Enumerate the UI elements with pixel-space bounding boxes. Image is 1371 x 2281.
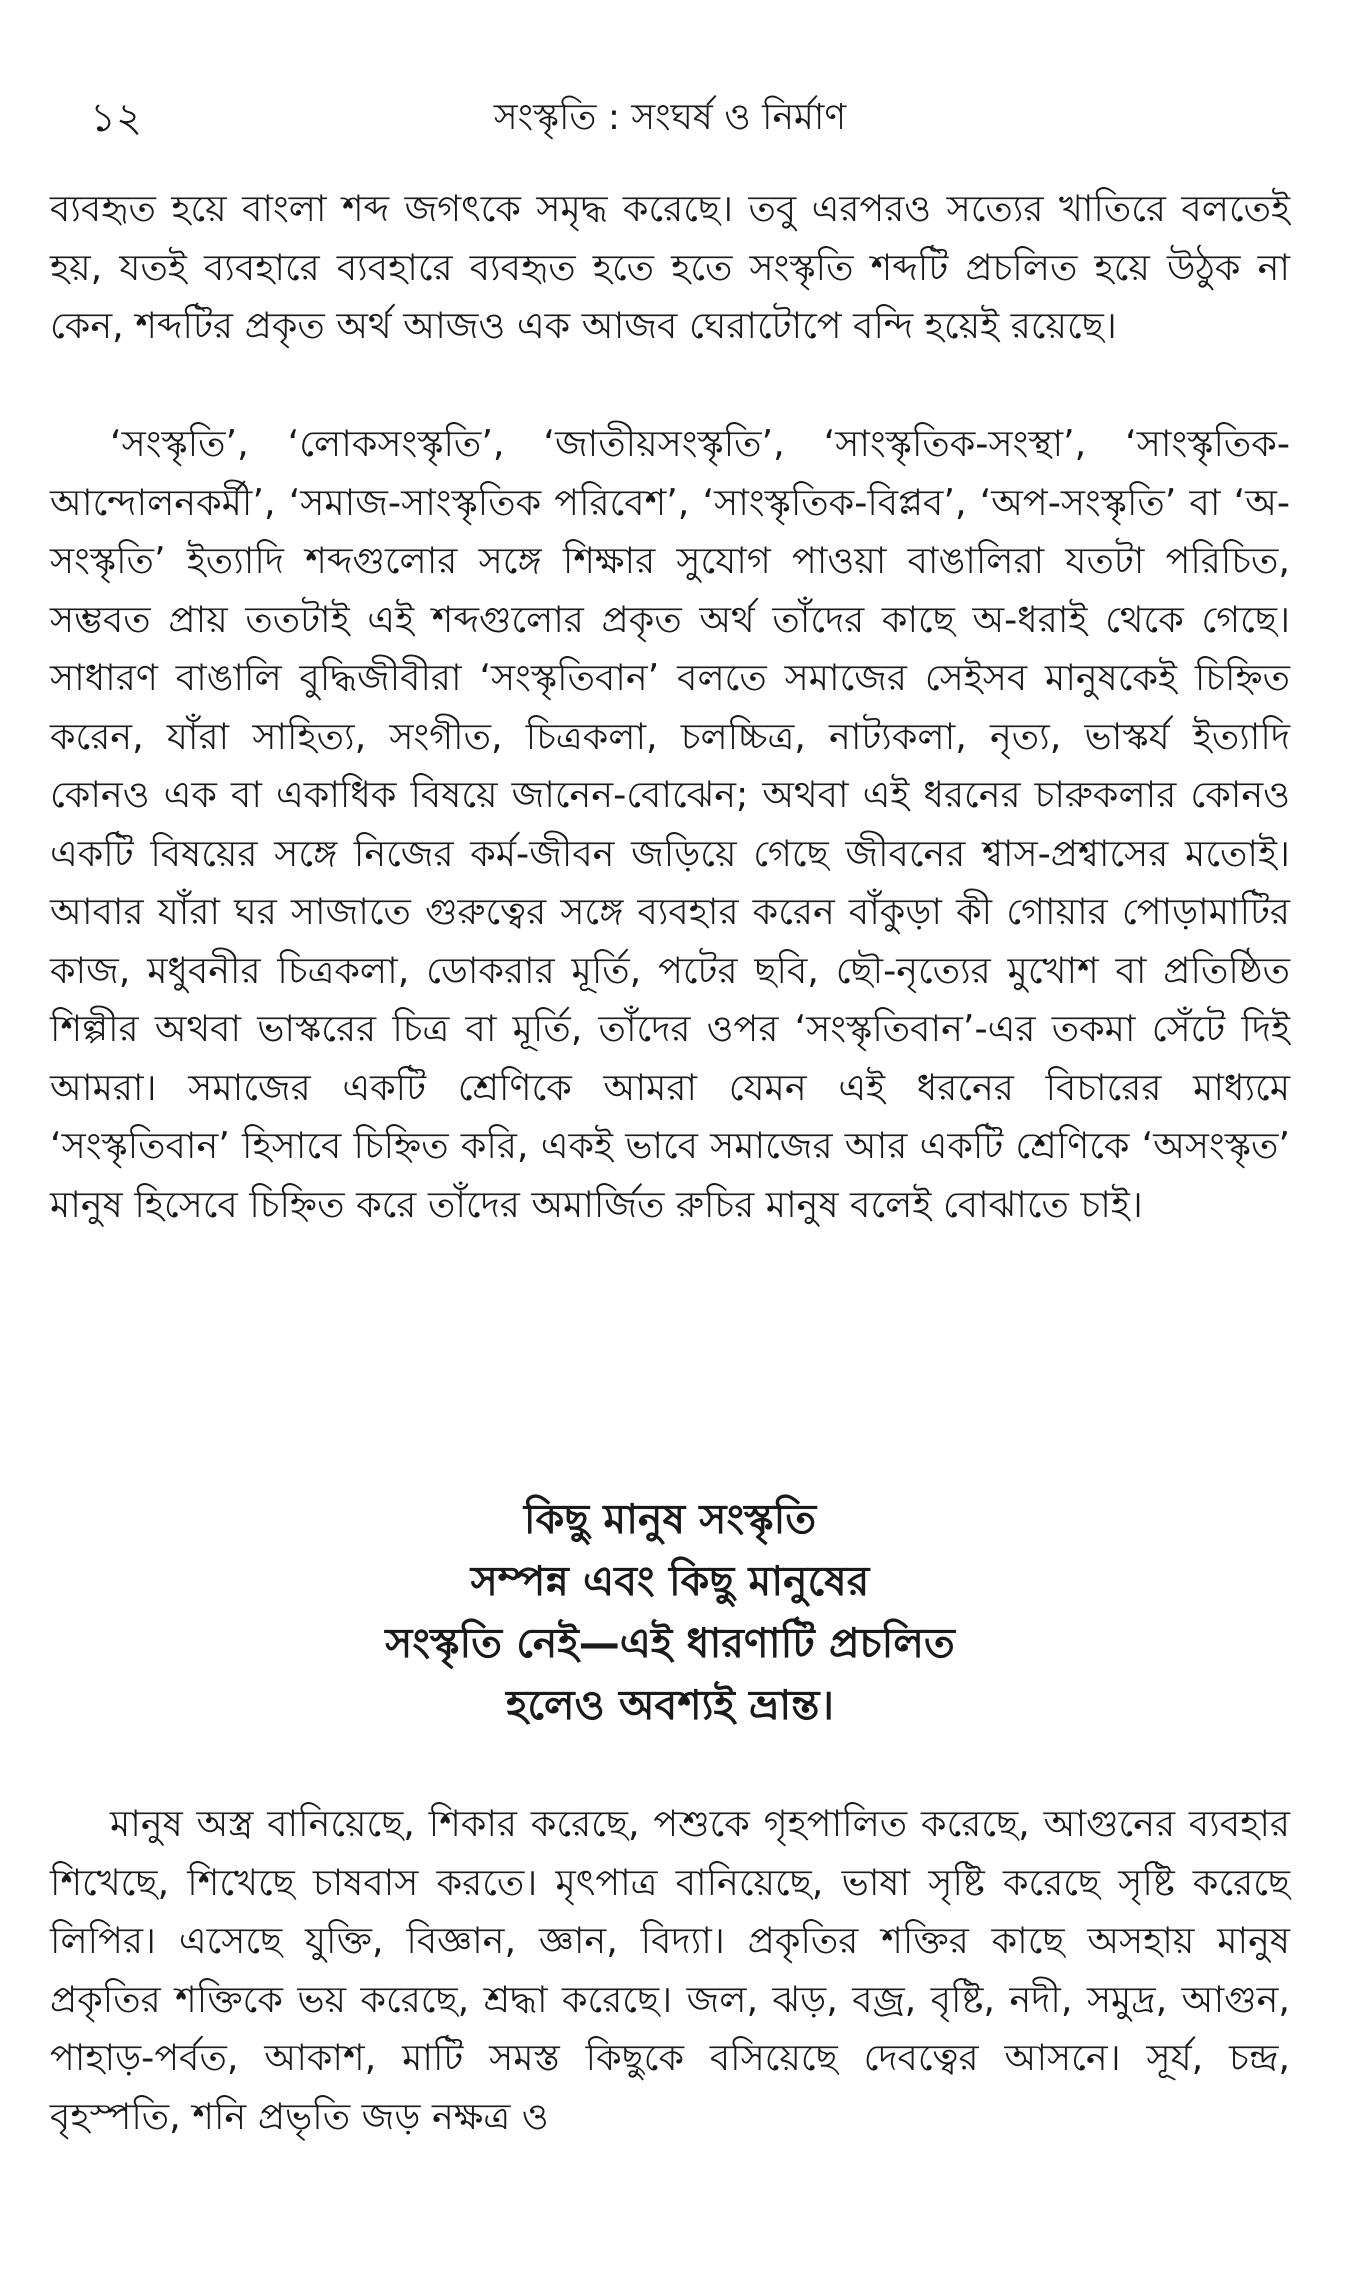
pull-quote-line: সংস্কৃতি নেই—এই ধারণাটি প্রচলিত [385, 1619, 955, 1667]
paragraph-text: মানুষ অস্ত্র বানিয়েছে, শিকার করেছে, পশুকে গৃহপালিত করেছে, আগুনের ব্যবহার শিখেছে, শিখেছে চাষবাস করতে। মৃৎপাত্র বানিয়েছে, ভাষা সৃষ্টি করেছে সৃষ্টি করেছে লিপির। এসেছে যুক্তি, বিজ্ঞান, জ্ঞান, বিদ্যা। প্রকৃতির শক্তির কাছে অসহায় মানুষ প্রকৃতির শক্তিকে ভয় করেছে, শ্রদ্ধা করেছে। জল, ঝড়, বজ্র, বৃষ্টি, নদী, সমুদ্র, আগুন, পাহাড়-পর্বত, আকাশ, মাটি সমস্ত কিছুকে বসিয়েছে দেবত্বের আসনে। সূর্য, চন্দ্র, বৃহস্পতি, শনি প্রভৃতি জড় নক্ষত্র ও [50, 1802, 1290, 2138]
paragraph-3 [50, 1795, 1290, 2146]
running-title: সংস্কৃতি : সংঘর্ষ ও নির্মাণ [493, 97, 847, 138]
paragraph-text: ‘সংস্কৃতি’, ‘লোকসংস্কৃতি’, ‘জাতীয়সংস্কৃতি’, ‘সাংস্কৃতিক-সংস্থা’, ‘সাংস্কৃতিক-আন্দোলনকর্মী’, ‘সমাজ-সাংস্কৃতিক পরিবেশ’, ‘সাংস্কৃতিক-বিপ্লব’, ‘অপ-সংস্কৃতি’ বা ‘অ-সংস্কৃতি’ ইত্যাদি শব্দগুলোর সঙ্গে শিক্ষার সুযোগ পাওয়া বাঙালিরা যতটা পরিচিত, সম্ভবত প্রায় ততটাই এই শব্দগুলোর প্রকৃত অর্থ তাঁদের কাছে অ-ধরাই থেকে গেছে। সাধারণ বাঙালি বুদ্ধিজীবীরা ‘সংস্কৃতিবান’ বলতে সমাজের সেইসব মানুষকেই চিহ্নিত করেন, যাঁরা সাহিত্য, সংগীত, চিত্রকলা, চলচ্চিত্র, নাট্যকলা, নৃত্য, ভাস্কর্য ইত্যাদি কোনও এক বা একাধিক বিষয়ে জানেন-বোঝেন; অথবা এই ধরনের চারুকলার কোনও একটি বিষয়ের সঙ্গে নিজের কর্ম-জীবন জড়িয়ে গেছে জীবনের শ্বাস-প্রশ্বাসের মতোই। আবার যাঁরা ঘর সাজাতে গুরুত্বের সঙ্গে ব্যবহার করেন বাঁকুড়া কী গোয়ার পোড়ামাটির কাজ, মধুবনীর চিত্রকলা, ডোকরার মূর্তি, পটের ছবি, ছৌ-নৃত্যের মুখোশ বা প্রতিষ্ঠিত শিল্পীর অথবা ভাস্করের চিত্র বা মূর্তি, তাঁদের ওপর ‘সংস্কৃতিবান’-এর তকমা সেঁটে দিই আমরা। সমাজের একটি শ্রেণিকে আমরা যেমন এই ধরনের বিচারের মাধ্যমে ‘সংস্কৃতিবান’ হিসাবে চিহ্নিত করি, একই ভাবে সমাজের আর একটি শ্রেণিকে ‘অসংস্কৃত’ মানুষ হিসেবে চিহ্নিত করে তাঁদের অমার্জিত রুচির মানুষ বলেই বোঝাতে চাই। [50, 422, 1290, 1226]
paragraph-text: ব্যবহৃত হয়ে বাংলা শব্দ জগৎকে সমৃদ্ধ করেছে। তবু এরপরও সত্যের খাতিরে বলতেই হয়, যতই ব্যবহারে ব্যবহারে ব্যবহৃত হতে হতে সংস্কৃতি শব্দটি প্রচলিত হয়ে উঠুক না কেন, শব্দটির প্রকৃত অর্থ আজও এক আজব ঘেরাটোপে বন্দি হয়েই রয়েছে। [50, 187, 1290, 347]
pull-quote-line: কিছু মানুষ সংস্কৃতি [523, 1495, 817, 1543]
pull-quote [50, 1488, 1290, 1736]
book-page [50, 0, 1290, 2281]
page-number: ১২ [90, 95, 142, 141]
paragraph-1 [50, 180, 1290, 356]
pull-quote-line: হলেও অবশ্যই ভ্রান্ত। [505, 1681, 835, 1729]
running-header [50, 88, 1290, 148]
paragraph-2 [50, 415, 1290, 1234]
pull-quote-line: সম্পন্ন এবং কিছু মানুষের [470, 1557, 870, 1605]
